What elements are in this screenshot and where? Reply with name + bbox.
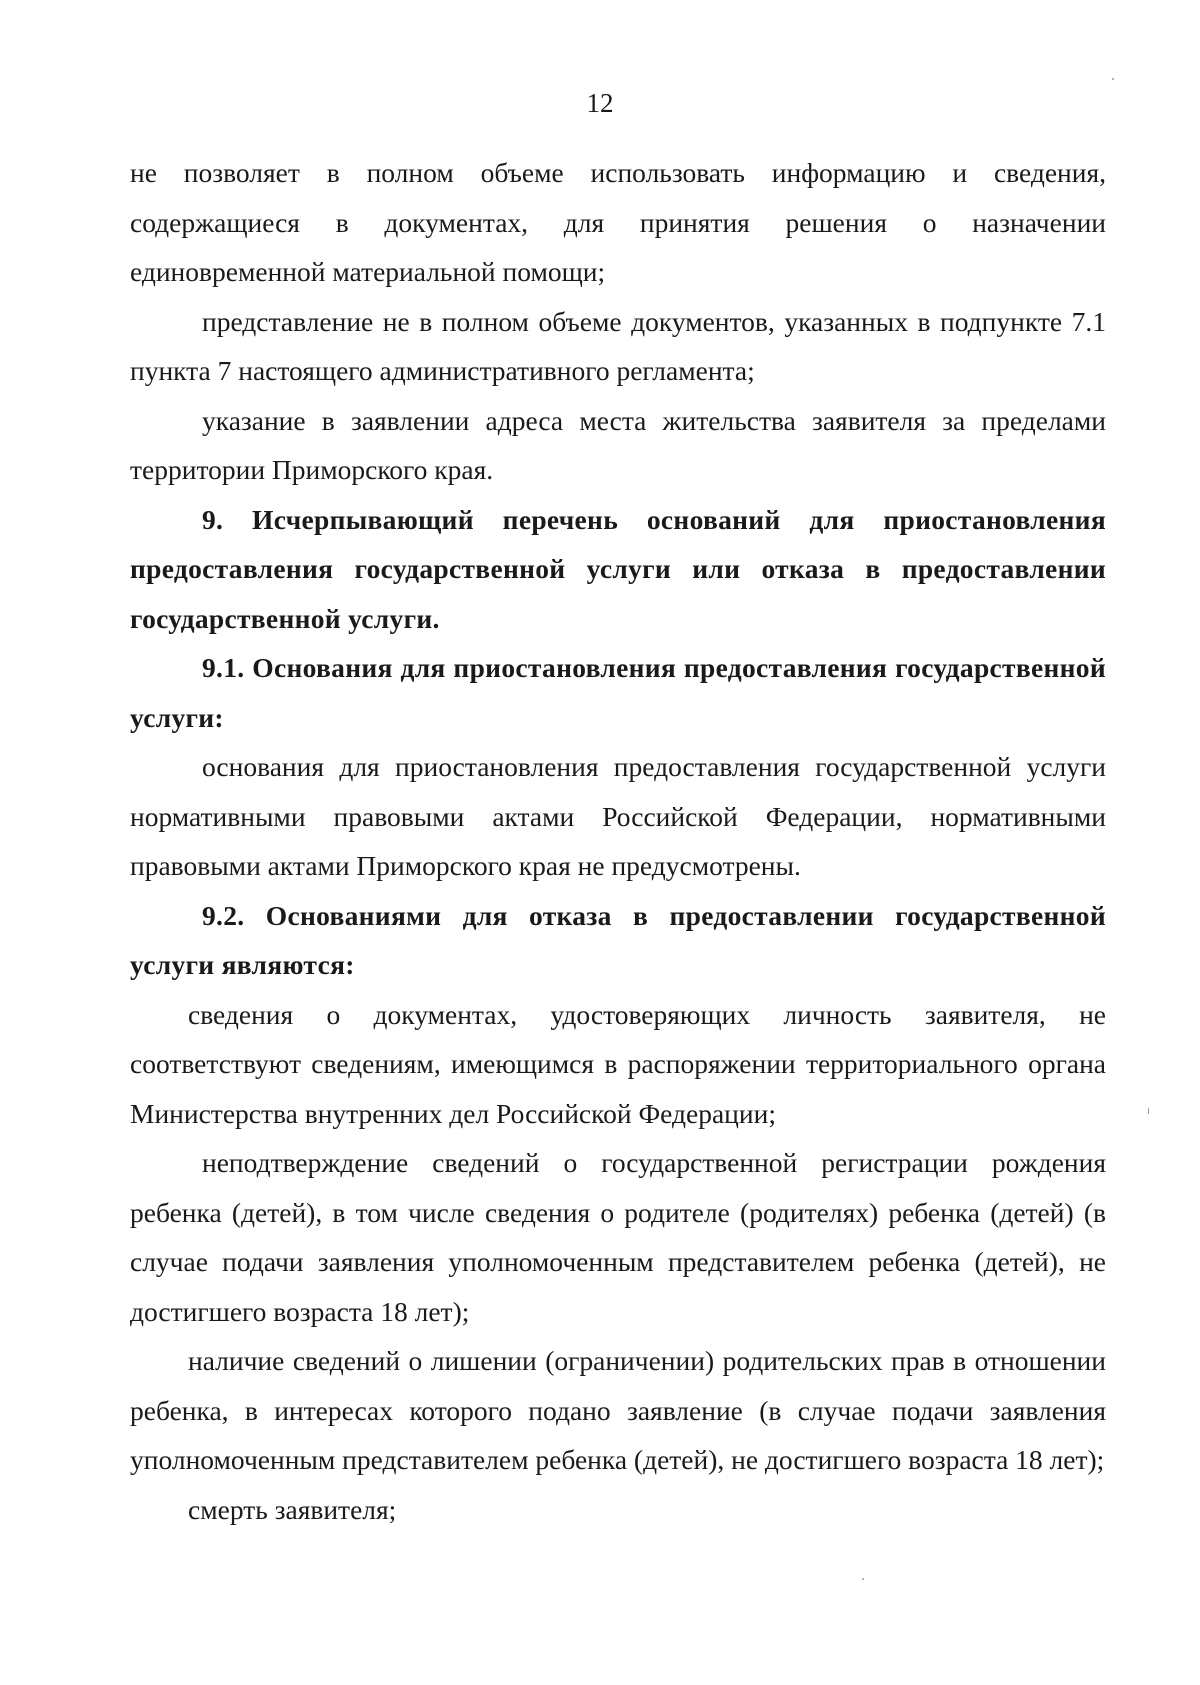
document-body [130, 148, 1106, 1534]
paragraph-applicant-death: смерть заявителя; [188, 1493, 397, 1525]
scan-speck [1148, 1108, 1149, 1114]
section-heading-9-2: 9.2. Основаниями для отказа в предоставлении государственной услуги являются: [130, 899, 1106, 980]
paragraph-incomplete-documents: представление не в полном объеме документов, указанных в подпункте 7.1 пункта 7 настоящего административного регламента; [130, 305, 1106, 386]
paragraph-suspension-grounds: основания для приостановления предоставления государственной услуги нормативными правовыми актами Российской Федерации, нормативными правовыми актами Приморского края не предусмотрены. [130, 751, 1106, 881]
paragraph-parental-rights: наличие сведений о лишении (ограничении) родительских прав в отношении ребенка, в интересах которого подано заявление (в случае подачи заявления уполномоченным представителем ребенка (детей), не достигшего возраста 18 лет); [130, 1345, 1106, 1475]
paragraph-identity-documents: сведения о документах, удостоверяющих личность заявителя, не соответствуют сведениям, имеющимся в распоряжении территориального органа Министерства внутренних дел Российской Федерации; [130, 998, 1106, 1129]
paragraph-birth-registration: неподтверждение сведений о государственной регистрации рождения ребенка (детей), в том числе сведения о родителе (родителях) ребенка (детей) (в случае подачи заявления уполномоченным представителем ребенка (детей), не достигшего возраста 18 лет); [130, 1147, 1106, 1327]
paragraph-continuation: не позволяет в полном объеме использовать информацию и сведения, содержащиеся в документах, для принятия решения о назначении единовременной материальной помощи; [130, 157, 1106, 287]
scan-speck [1112, 78, 1114, 80]
page-number: 12 [586, 88, 614, 118]
section-heading-9: 9. Исчерпывающий перечень оснований для приостановления предоставления государственной услуги или отказа в предоставлении государственной услуги. [130, 503, 1106, 634]
scan-speck [862, 1578, 864, 1580]
paragraph-address-outside-region: указание в заявлении адреса места жительства заявителя за пределами территории Приморского края. [130, 404, 1106, 485]
section-heading-9-1: 9.1. Основания для приостановления предоставления государственной услуги: [130, 652, 1106, 733]
